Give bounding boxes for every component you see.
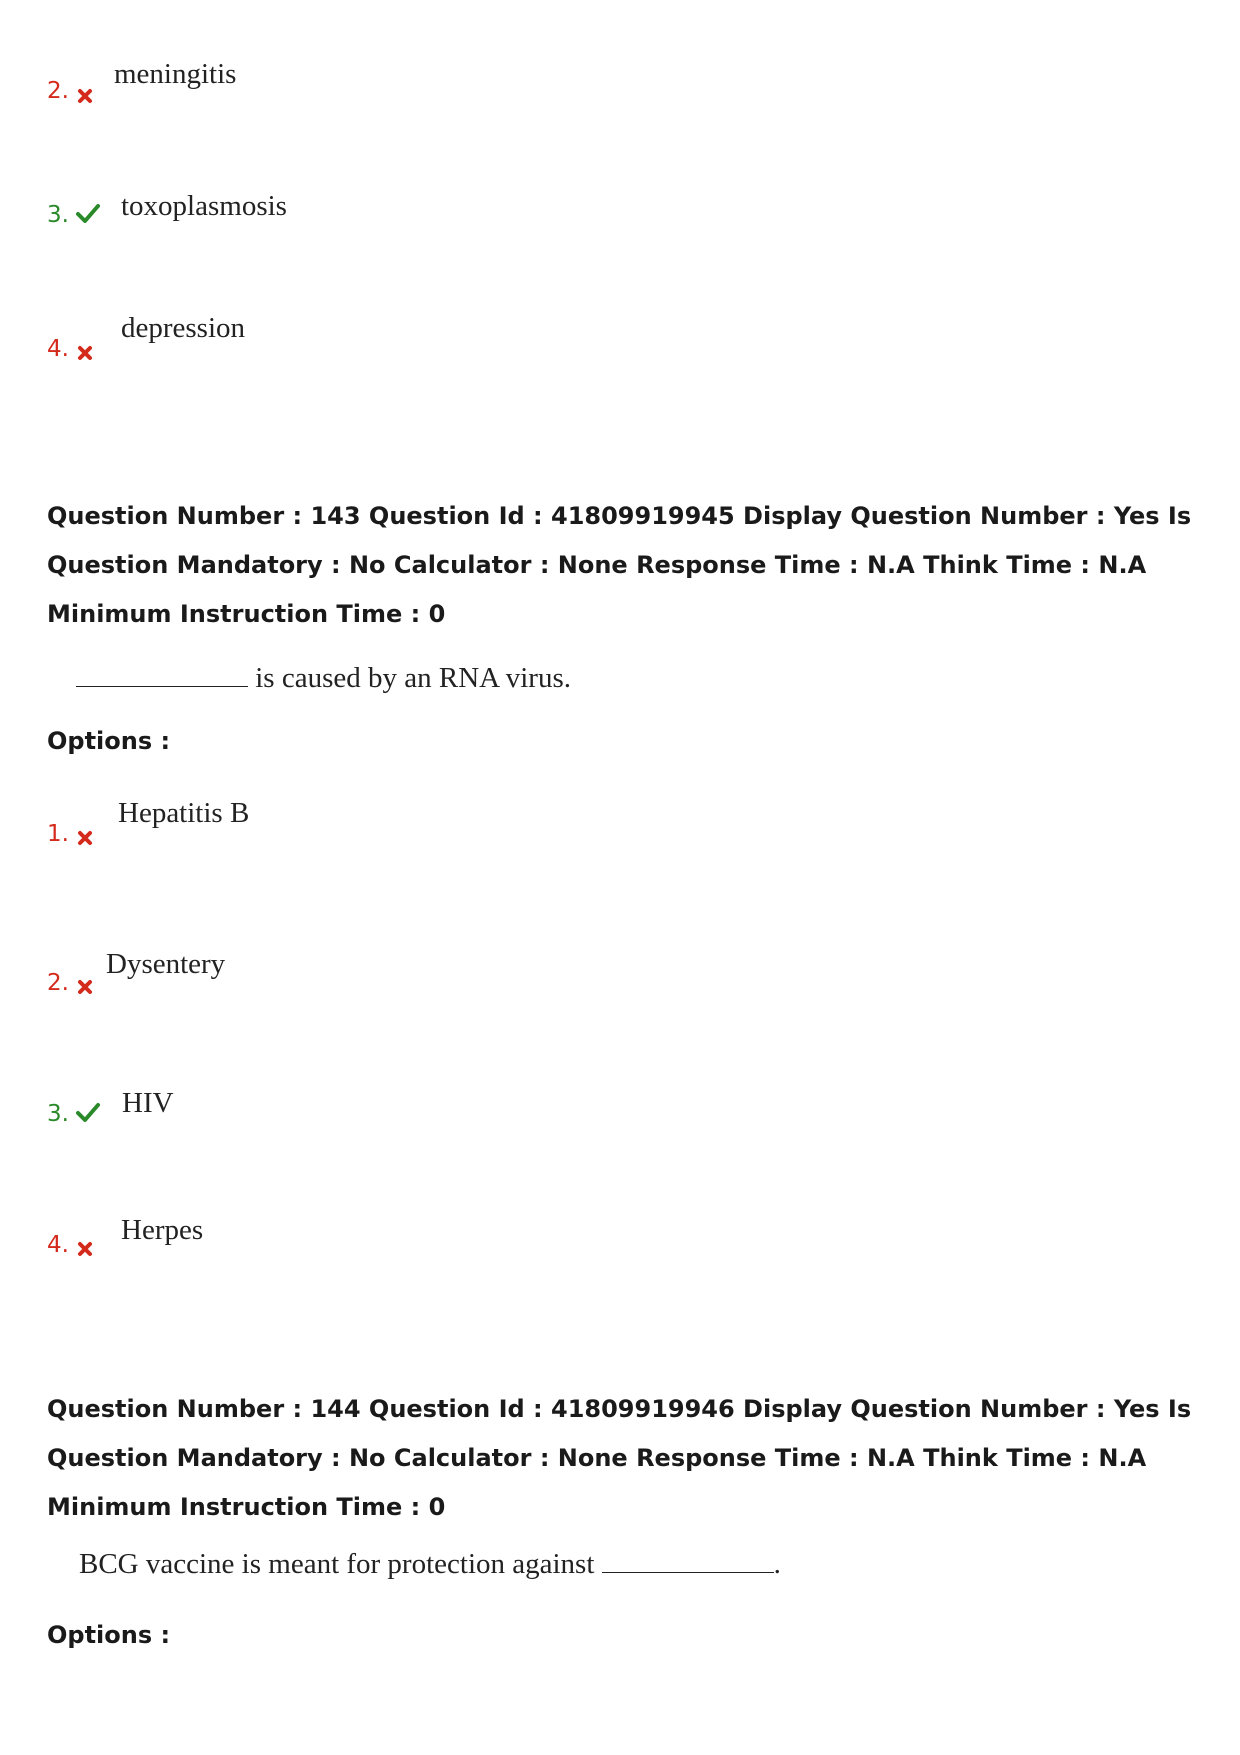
option-number: 2. [47,970,69,996]
option-text: toxoplasmosis [121,190,287,222]
option-text: HIV [122,1087,174,1119]
option-item [47,1087,747,1147]
question-header: Question Number : 143 Question Id : 41809919945 Display Question Number : Yes Is Question Mandatory : No Calculator : None Response Time : N.A Think Time : N.A Minimum Instruction Time : 0 [47,502,1192,628]
option-item [47,797,747,857]
cross-icon [77,979,93,995]
cross-icon [77,345,93,361]
option-text: Dysentery [106,948,226,980]
answer-blank [602,1544,774,1573]
question-text [76,658,571,695]
option-number: 1. [47,821,69,847]
check-icon [75,202,101,224]
question-text-after-blank: is caused by an RNA virus. [255,662,571,694]
cross-icon [77,1241,93,1257]
cross-icon [77,88,93,104]
option-text: Hepatitis B [118,797,250,829]
question-text-before-blank: BCG vaccine is meant for protection against [79,1548,595,1580]
option-item [47,948,747,1008]
options-label: Options : [47,727,171,755]
option-text: depression [121,312,246,344]
options-label: Options : [47,1621,171,1649]
cross-icon [77,830,93,846]
option-number: 4. [47,1232,69,1258]
option-text: meningitis [114,58,237,90]
question-header: Question Number : 144 Question Id : 41809919946 Display Question Number : Yes Is Question Mandatory : No Calculator : None Response Time : N.A Think Time : N.A Minimum Instruction Time : 0 [47,1395,1192,1521]
question-text [79,1544,781,1581]
option-number: 3. [47,1101,69,1127]
option-item [47,190,747,250]
option-item [47,312,747,372]
question-text-after-blank: . [773,1548,781,1580]
option-number: 2. [47,78,69,104]
option-item [47,58,747,118]
answer-blank [76,658,248,687]
option-number: 4. [47,336,69,362]
option-item [47,1214,747,1274]
option-text: Herpes [121,1214,204,1246]
check-icon [75,1101,101,1123]
option-number: 3. [47,202,69,228]
